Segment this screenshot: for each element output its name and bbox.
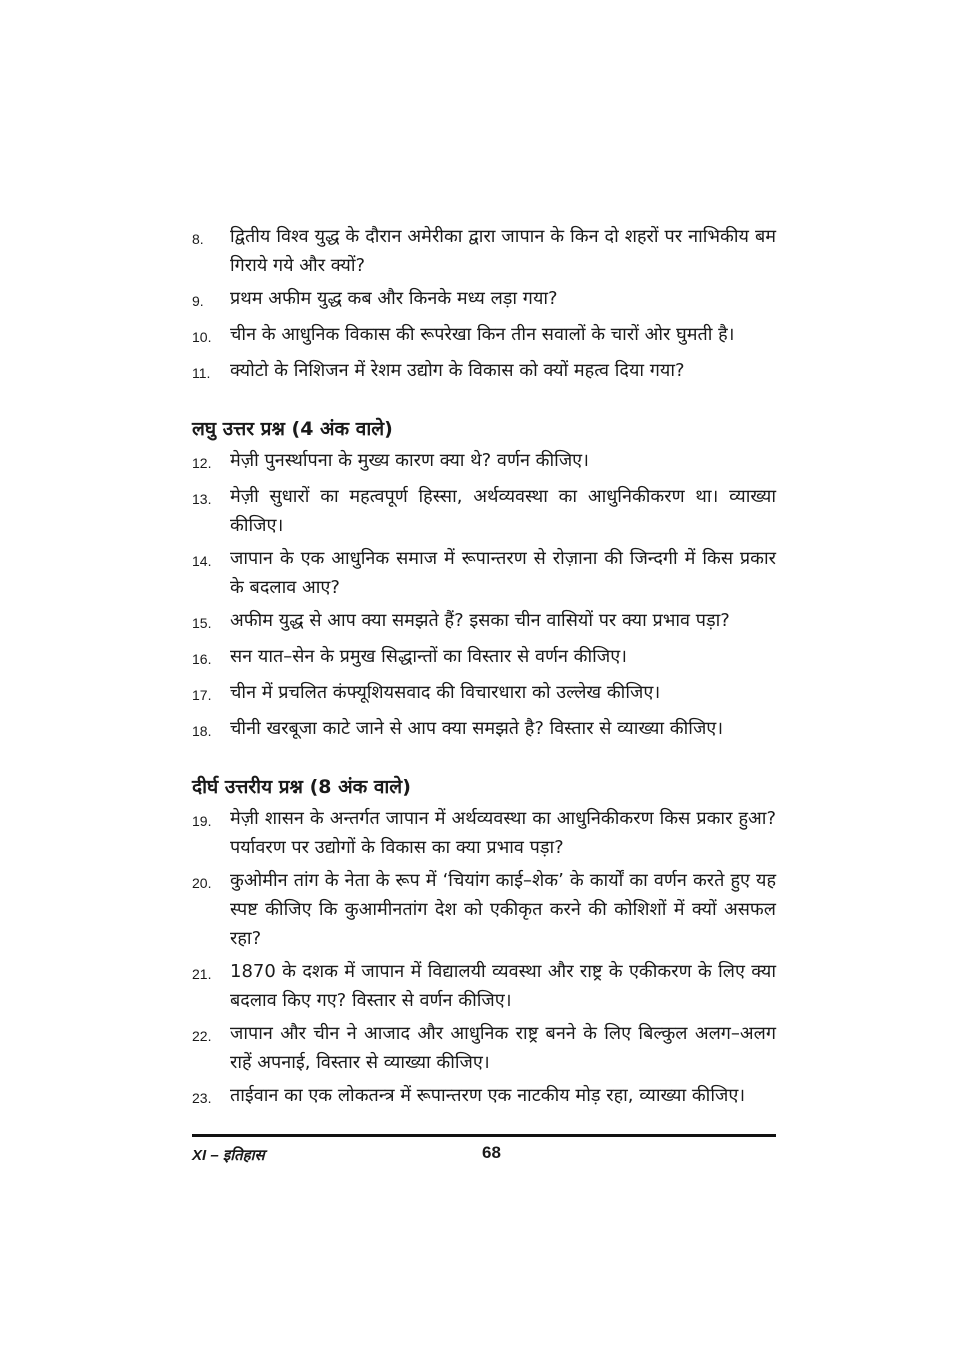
question-item xyxy=(192,606,776,638)
footer-divider xyxy=(192,1134,776,1137)
question-item xyxy=(192,642,776,674)
question-item xyxy=(192,482,776,540)
question-text: अफीम युद्ध से आप क्या समझते हैं? इसका चीन वासियों पर क्या प्रभाव पड़ा? xyxy=(230,610,730,631)
page-footer xyxy=(192,1134,776,1171)
section-heading-long-answer: दीर्घ उत्तरीय प्रश्न (8 अंक वाले) xyxy=(192,776,411,798)
question-text: चीन में प्रचलित कंफ्यूशियसवाद की विचारधारा को उल्लेख कीजिए। xyxy=(230,682,661,703)
question-number: 11. xyxy=(192,365,211,381)
question-text: जापान और चीन ने आजाद और आधुनिक राष्ट्र बनने के लिए बिल्कुल अलग–अलग राहें अपनाई, विस्तार से व्याख्या कीजिए। xyxy=(230,1023,776,1073)
question-number: 21. xyxy=(192,966,212,982)
question-text: मेज़ी सुधारों का महत्वपूर्ण हिस्सा, अर्थव्यवस्था का आधुनिकीकरण था। व्याख्या कीजिए। xyxy=(230,486,776,536)
question-text: मेज़ी पुनर्स्थापना के मुख्य कारण क्या थे? वर्णन कीजिए। xyxy=(230,450,589,471)
question-text: प्रथम अफीम युद्ध कब और किनके मध्य लड़ा गया? xyxy=(230,288,558,309)
question-number: 23. xyxy=(192,1090,212,1106)
question-text: ताईवान का एक लोकतन्त्र में रूपान्तरण एक नाटकीय मोड़ रहा, व्याख्या कीजिए। xyxy=(230,1085,746,1106)
question-number: 8. xyxy=(192,231,204,247)
question-number: 17. xyxy=(192,687,212,703)
question-item xyxy=(192,284,776,316)
question-item xyxy=(192,356,776,388)
question-number: 10. xyxy=(192,329,212,345)
question-text: चीन के आधुनिक विकास की रूपरेखा किन तीन सवालों के चारों ओर घुमती है। xyxy=(230,324,735,345)
footer-book-label: XI – इतिहास xyxy=(192,1147,265,1164)
question-text: सन यात–सेन के प्रमुख सिद्धान्तों का विस्तार से वर्णन कीजिए। xyxy=(230,646,627,667)
question-text: 1870 के दशक में जापान में विद्यालयी व्यवस्था और राष्ट्र के एकीकरण के लिए क्या बदलाव किए गए? विस्तार से वर्णन कीजिए। xyxy=(230,961,776,1011)
page-content xyxy=(192,222,776,1117)
question-item xyxy=(192,1019,776,1077)
question-item xyxy=(192,957,776,1015)
question-item xyxy=(192,222,776,280)
section-heading-short-answer: लघु उत्तर प्रश्न (4 अंक वाले) xyxy=(192,418,393,440)
question-number: 16. xyxy=(192,651,212,667)
question-number: 13. xyxy=(192,491,212,507)
question-number: 20. xyxy=(192,875,212,891)
question-text: मेज़ी शासन के अन्तर्गत जापान में अर्थव्यवस्था का आधुनिकीकरण किस प्रकार हुआ? पर्यावरण पर उद्योगों के विकास का क्या प्रभाव पड़ा? xyxy=(230,808,776,858)
question-number: 19. xyxy=(192,813,212,829)
question-number: 9. xyxy=(192,293,204,309)
question-item xyxy=(192,714,776,746)
question-item xyxy=(192,320,776,352)
question-number: 18. xyxy=(192,723,212,739)
footer-row xyxy=(192,1143,776,1171)
question-item xyxy=(192,678,776,710)
question-text: जापान के एक आधुनिक समाज में रूपान्तरण से रोज़ाना की जिन्दगी में किस प्रकार के बदलाव आए? xyxy=(230,548,776,598)
question-item xyxy=(192,446,776,478)
question-item xyxy=(192,804,776,862)
question-number: 12. xyxy=(192,455,212,471)
question-text: कुओमीन तांग के नेता के रूप में ‘चियांग काई–शेक’ के कार्यों का वर्णन करते हुए यह स्पष्ट कीजिए कि कुआमीनतांग देश को एकीकृत करने की कोशिशों में क्यों असफल रहा? xyxy=(230,870,776,949)
question-text: द्वितीय विश्व युद्ध के दौरान अमेरीका द्वारा जापान के किन दो शहरों पर नाभिकीय बम गिराये गये और क्यों? xyxy=(230,226,776,276)
question-item xyxy=(192,1081,776,1113)
question-item xyxy=(192,544,776,602)
question-number: 14. xyxy=(192,553,212,569)
question-number: 15. xyxy=(192,615,212,631)
question-text: क्योटो के निशिजन में रेशम उद्योग के विकास को क्यों महत्व दिया गया? xyxy=(230,360,685,381)
question-text: चीनी खरबूजा काटे जाने से आप क्या समझते है? विस्तार से व्याख्या कीजिए। xyxy=(230,718,724,739)
question-number: 22. xyxy=(192,1028,212,1044)
question-item xyxy=(192,866,776,953)
page-number: 68 xyxy=(482,1143,501,1162)
